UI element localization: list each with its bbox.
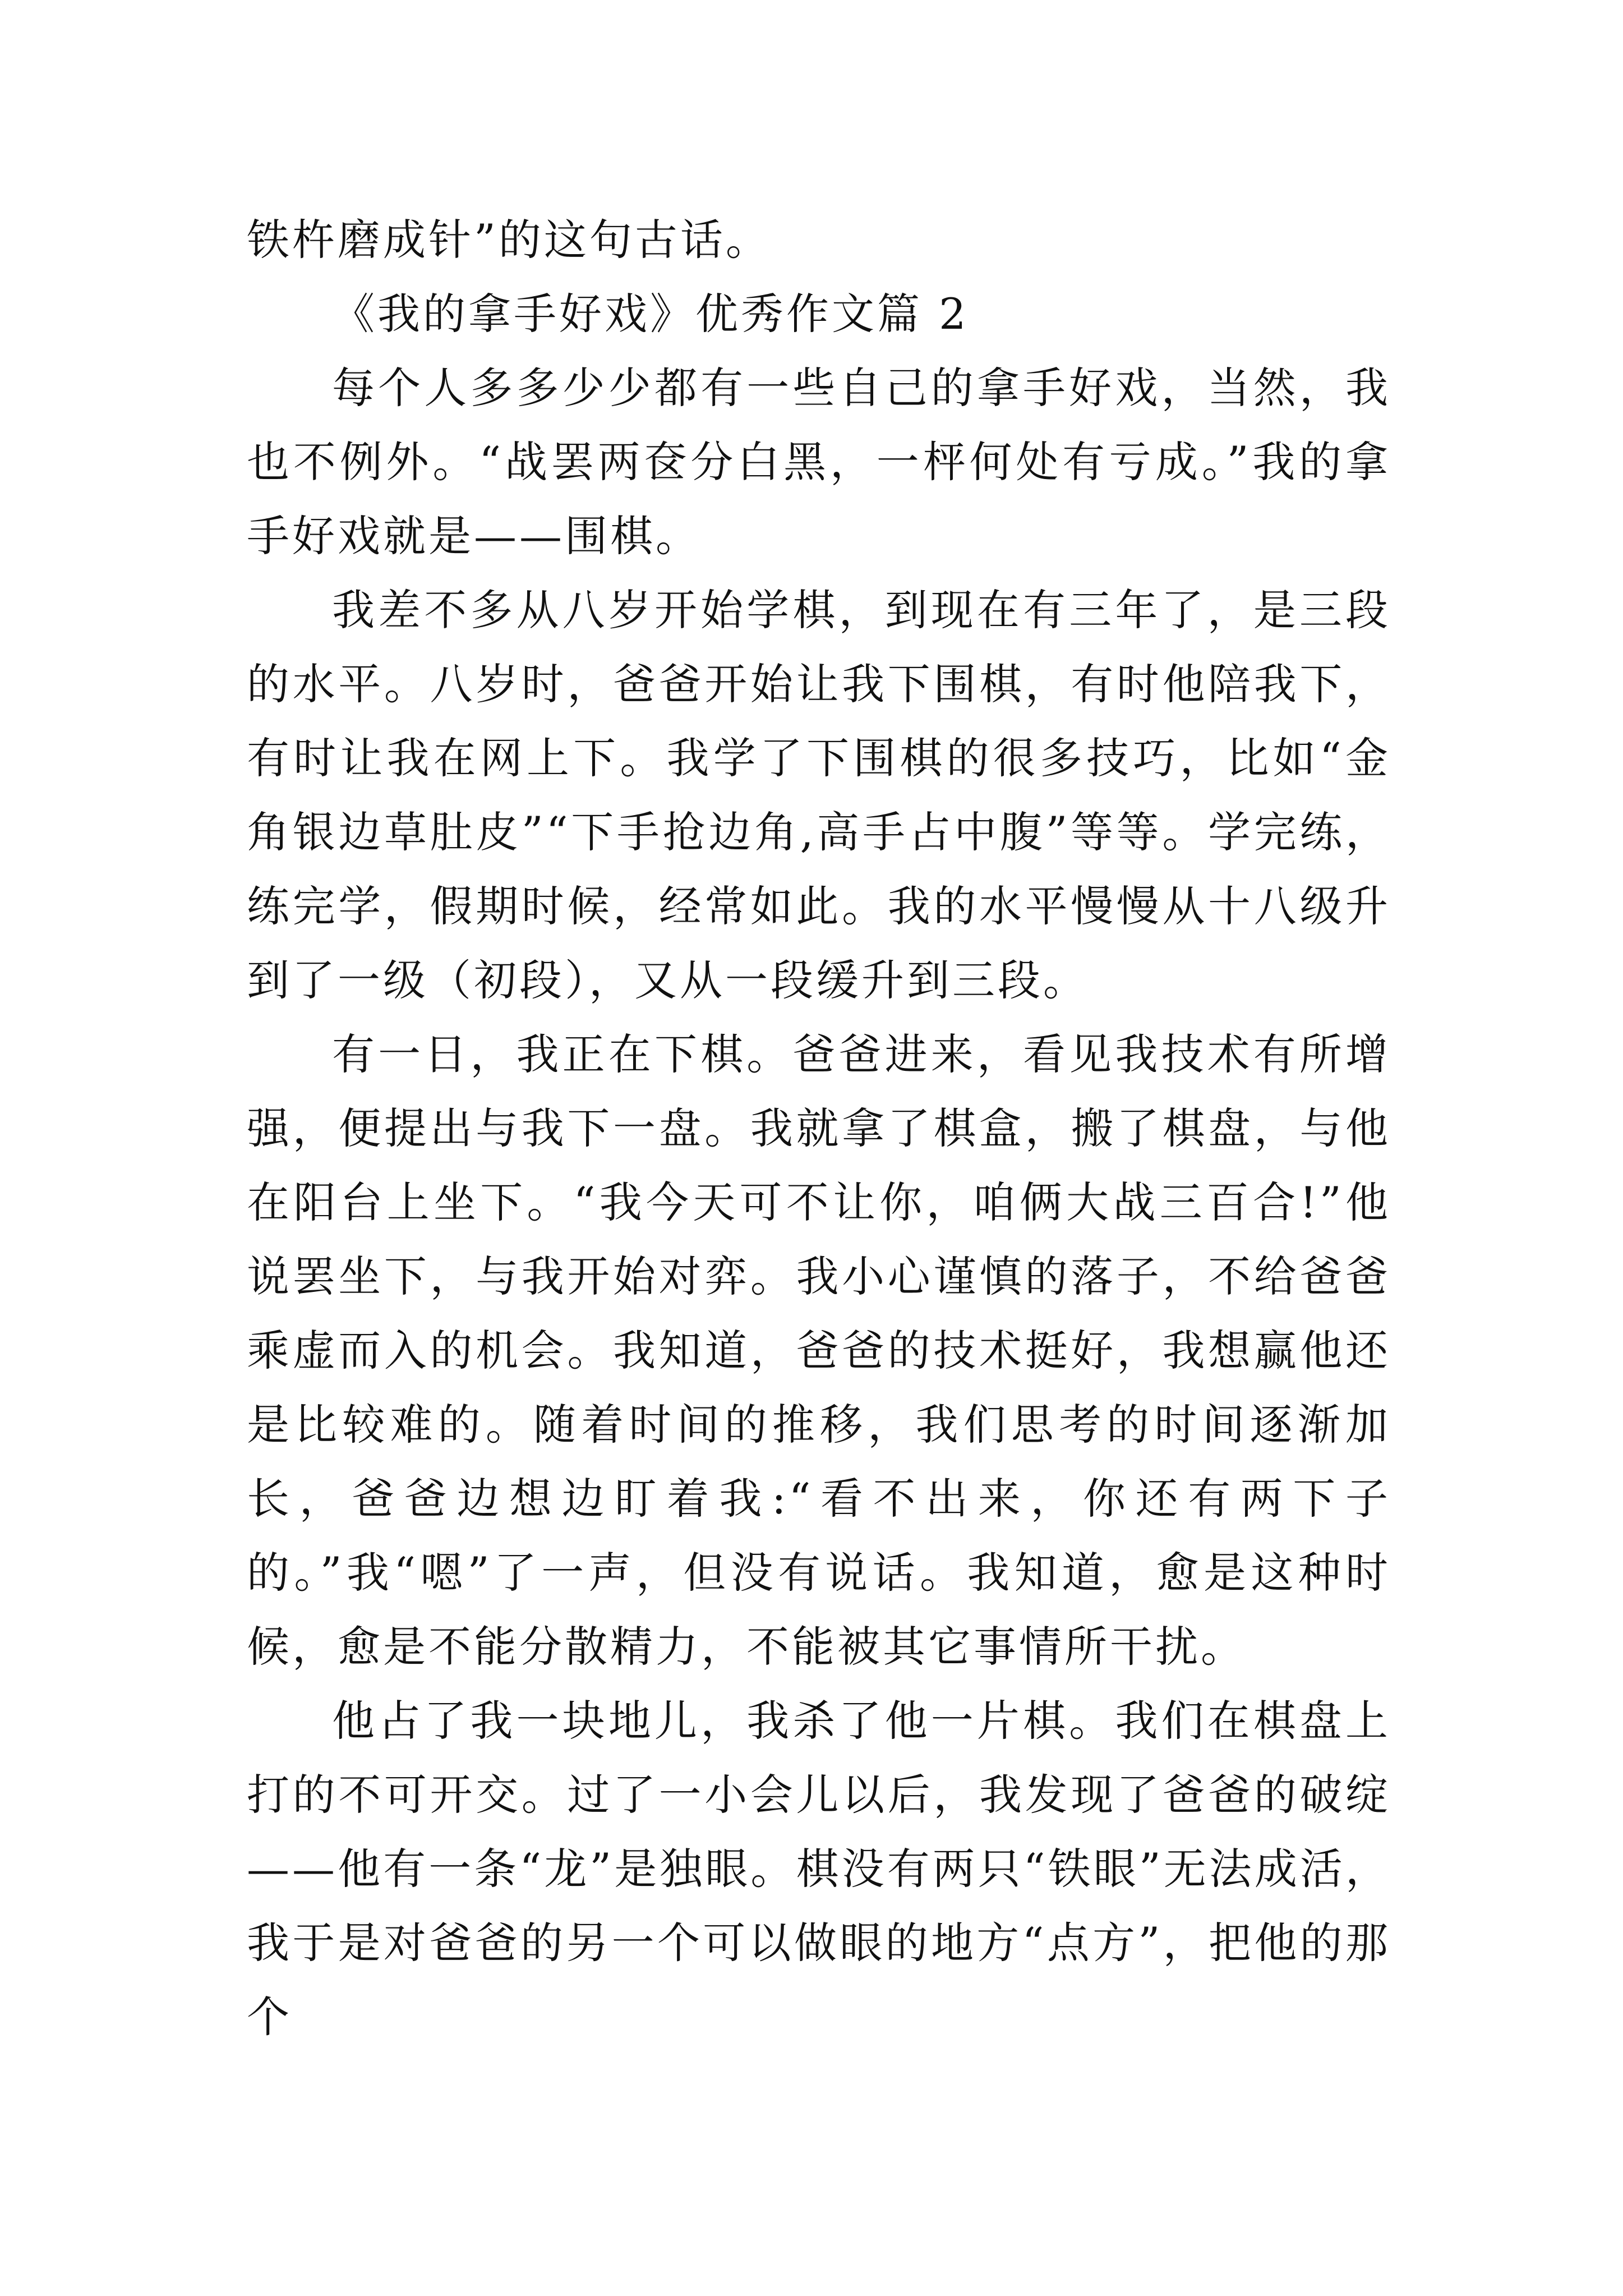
- paragraph-3: 有一日，我正在下棋。爸爸进来，看见我技术有所增强，便提出与我下一盘。我就拿了棋盒，搬了棋盘，与他在阳台上坐下。“我今天可不让你，咱俩大战三百合!”他说罢坐下，与我开始对弈。我小心谨慎的落子，不给爸爸乘虚而入的机会。我知道，爸爸的技术挺好，我想赢他还是比较难的。随着时间的推移，我们思考的时间逐渐加长，爸爸边想边盯着我:“看不出来，你还有两下子的。”我“嗯”了一声，但没有说话。我知道，愈是这种时候，愈是不能分散精力，不能被其它事情所干扰。: [247, 1029, 1391, 1672]
- paragraph-1: 每个人多多少少都有一些自己的拿手好戏，当然，我也不例外。“战罢两奁分白黑，一枰何处有亏成。”我的拿手好戏就是——围棋。: [247, 363, 1391, 561]
- continuation-line: 铁杵磨成针”的这句古话。: [247, 215, 771, 265]
- essay-heading: 《我的拿手好戏》优秀作文篇 2: [332, 289, 969, 339]
- paragraph-4: 他占了我一块地儿，我杀了他一片棋。我们在棋盘上打的不可开交。过了一小会儿以后，我发现了爸爸的破绽——他有一条“龙”是独眼。棋没有两只“铁眼”无法成活，我于是对爸爸的另一个可以做眼的地方“点方”，把他的那个: [247, 1696, 1391, 2042]
- document-body: [247, 203, 1391, 2054]
- paragraph-2: 我差不多从八岁开始学棋，到现在有三年了，是三段的水平。八岁时，爸爸开始让我下围棋，有时他陪我下，有时让我在网上下。我学了下围棋的很多技巧，比如“金角银边草肚皮”“下手抢边角,高手占中腹”等等。学完练，练完学，假期时候，经常如此。我的水平慢慢从十八级升到了一级（初段），又从一段缓升到三段。: [247, 585, 1391, 1005]
